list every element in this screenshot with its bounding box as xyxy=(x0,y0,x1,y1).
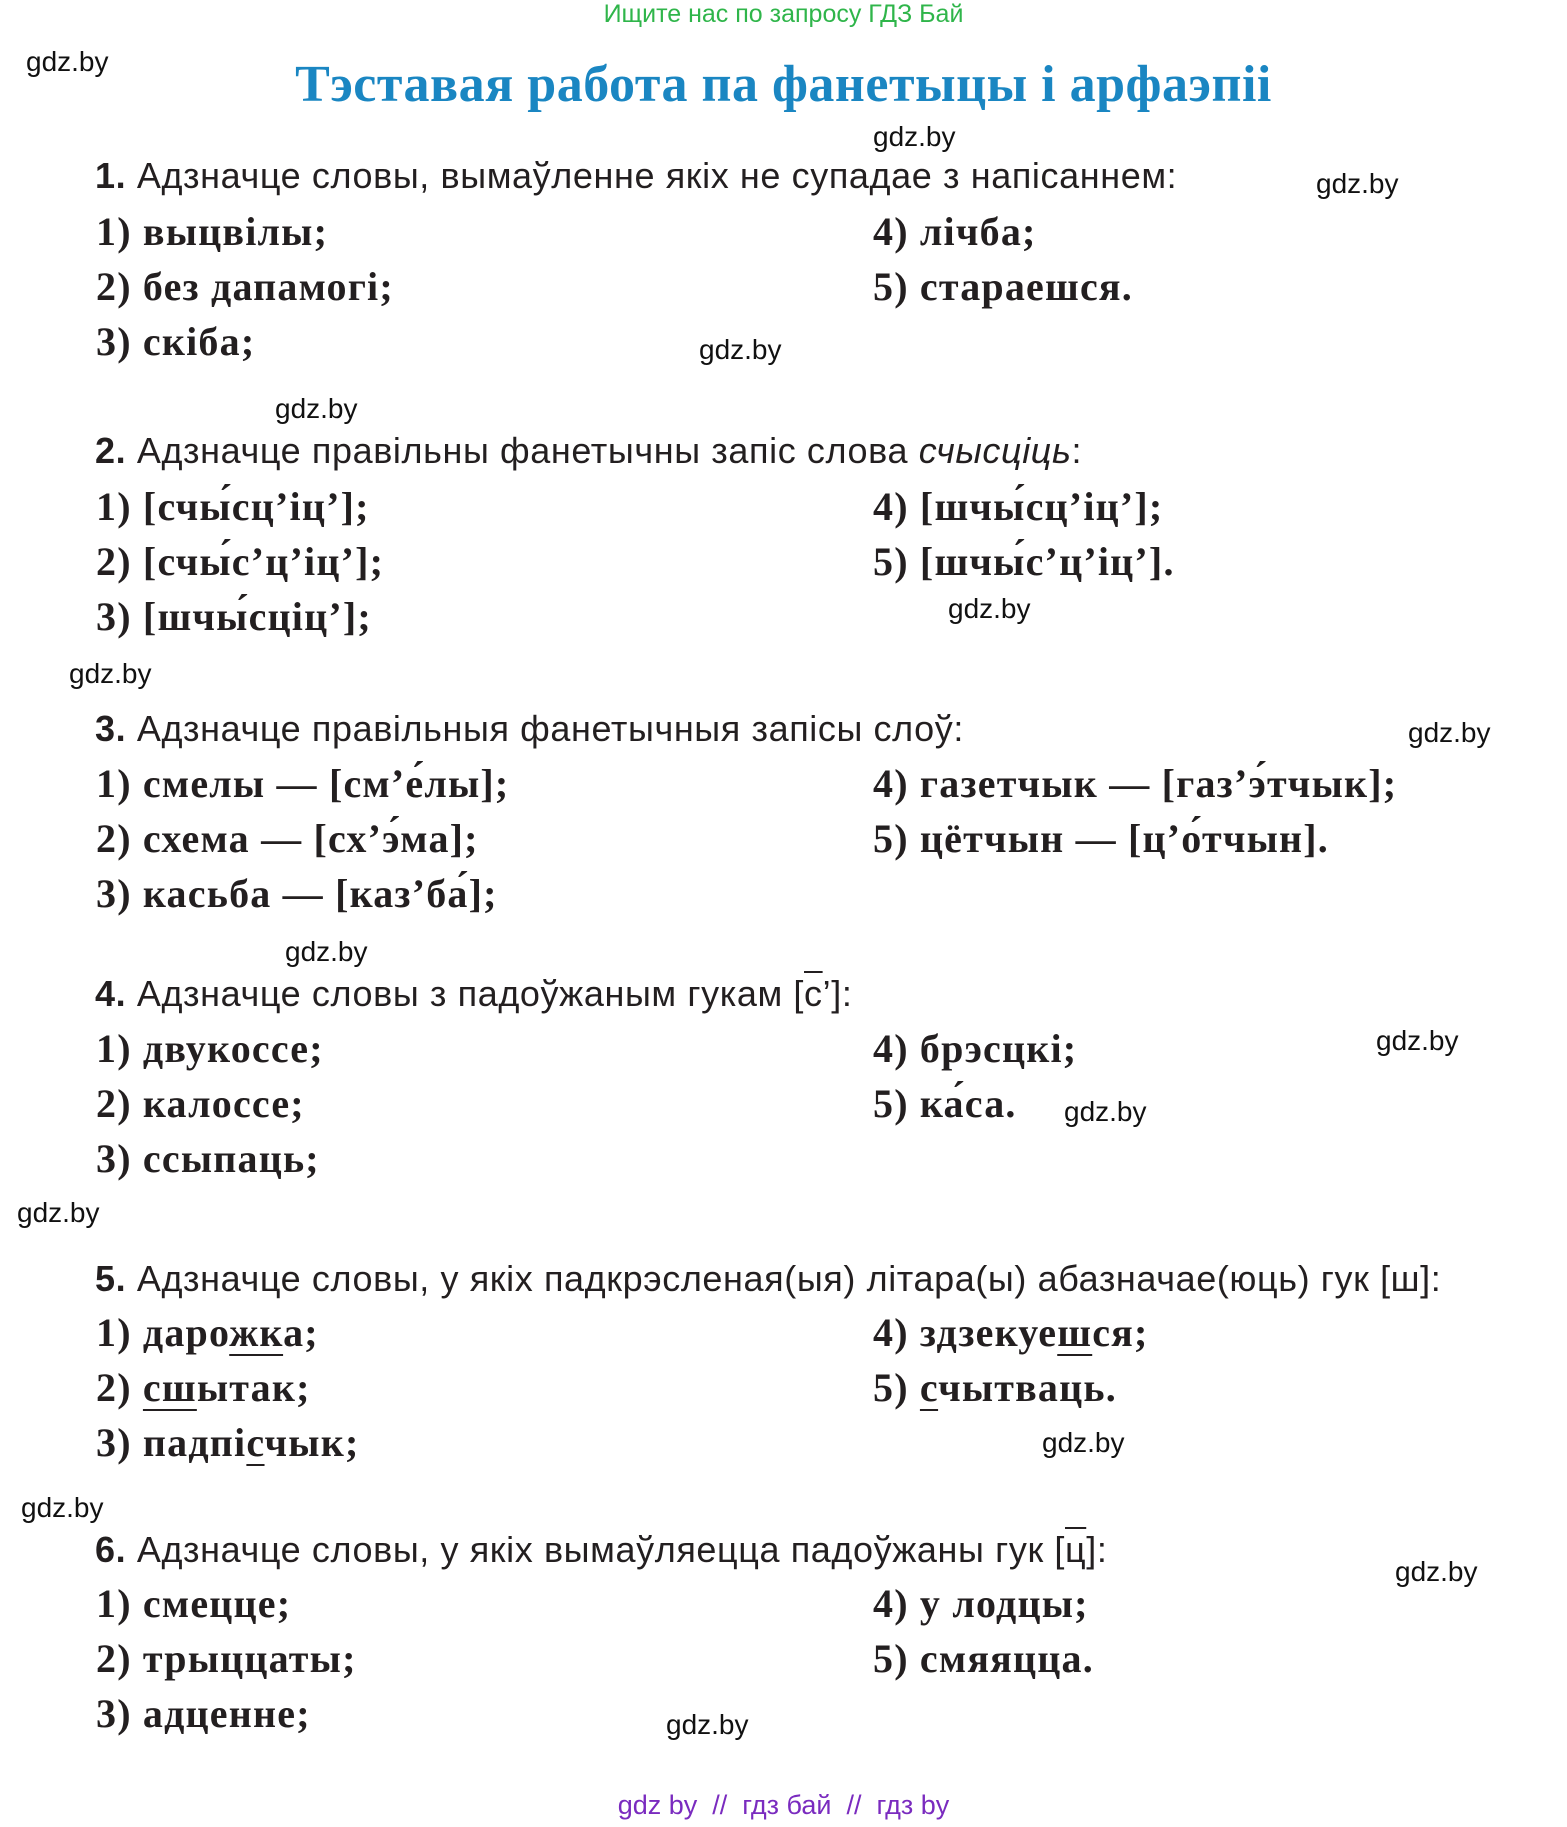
underlined-letters: ш xyxy=(1057,1310,1093,1355)
q6-option-4[interactable]: 4) у лодцы; xyxy=(873,1581,1089,1626)
question-4 xyxy=(95,973,852,1015)
q3-option-4[interactable]: 4) газетчык — [газ’э́тчык]; xyxy=(873,761,1398,806)
watermark: gdz.by xyxy=(285,936,368,967)
question-5 xyxy=(95,1258,1441,1300)
option-text: ся; xyxy=(1092,1310,1149,1355)
option-text: 3) падпі xyxy=(96,1420,247,1465)
question-number: 4. xyxy=(95,973,127,1014)
watermark: gdz.by xyxy=(1042,1427,1125,1458)
watermark: gdz.by xyxy=(948,593,1031,624)
watermark: gdz.by xyxy=(69,658,152,689)
question-text: Адзначце словы, у якіх вымаўляецца падоўжаны гук [ xyxy=(136,1529,1065,1570)
watermark: gdz.by xyxy=(1408,717,1491,748)
q1-option-4[interactable]: 4) лічба; xyxy=(873,209,1037,254)
question-number: 1. xyxy=(95,155,127,196)
watermark: gdz.by xyxy=(275,393,358,424)
footer-links[interactable]: gdz by // гдз бай // гдз by xyxy=(617,1790,950,1820)
q6-option-5[interactable]: 5) смяяцца. xyxy=(873,1636,1094,1681)
question-number: 5. xyxy=(95,1258,127,1299)
option-text: ытак; xyxy=(196,1365,311,1410)
q6-option-2[interactable]: 2) трыццаты; xyxy=(96,1636,357,1681)
watermark: gdz.by xyxy=(873,121,956,152)
q2-option-4[interactable]: 4) [шчы́сц’іц’]; xyxy=(873,484,1164,529)
question-6 xyxy=(95,1529,1107,1571)
q1-option-1[interactable]: 1) выцвілы; xyxy=(96,209,329,254)
q5-option-2[interactable] xyxy=(96,1364,311,1411)
question-text: Адзначце словы, вымаўленне якіх не супадае з напісаннем: xyxy=(136,155,1178,196)
option-text: 1) даро xyxy=(96,1310,230,1355)
option-text: а; xyxy=(283,1310,319,1355)
question-text-end: ’]: xyxy=(822,973,853,1014)
q1-option-5[interactable]: 5) стараешся. xyxy=(873,264,1133,309)
watermark: gdz.by xyxy=(1064,1096,1147,1127)
question-word: счысціць xyxy=(918,430,1072,471)
search-banner[interactable]: Ищите нас по запросу ГДЗ Бай xyxy=(603,0,964,28)
q3-option-3[interactable]: 3) касьба — [каз’ба́]; xyxy=(96,871,498,916)
question-1 xyxy=(95,155,1177,197)
question-number: 6. xyxy=(95,1529,127,1570)
q4-option-5[interactable]: 5) ка́са. xyxy=(873,1081,1017,1126)
q4-option-1[interactable]: 1) двукоссе; xyxy=(96,1026,324,1071)
watermark: gdz.by xyxy=(666,1709,749,1740)
q5-option-1[interactable] xyxy=(96,1309,319,1356)
question-2 xyxy=(95,430,1082,472)
watermark: gdz.by xyxy=(1316,168,1399,199)
q4-option-4[interactable]: 4) брэсцкі; xyxy=(873,1026,1078,1071)
long-sound-mark: ц xyxy=(1065,1529,1087,1570)
option-text: чытваць. xyxy=(938,1365,1117,1410)
q2-option-2[interactable]: 2) [счы́с’ц’іц’]; xyxy=(96,539,385,584)
question-text-end: ]: xyxy=(1086,1529,1108,1570)
q1-option-3[interactable]: 3) скіба; xyxy=(96,319,256,364)
question-text-end: : xyxy=(1071,430,1083,471)
watermark: gdz.by xyxy=(17,1197,100,1228)
underlined-letters: с xyxy=(919,1365,939,1410)
question-text: Адзначце правільныя фанетычныя запісы слоў: xyxy=(136,708,964,749)
q2-option-1[interactable]: 1) [счы́сц’іц’]; xyxy=(96,484,370,529)
q6-option-3[interactable]: 3) адценне; xyxy=(96,1691,311,1736)
watermark: gdz.by xyxy=(26,46,109,77)
question-text: Адзначце словы з падоўжаным гукам [ xyxy=(136,973,805,1014)
q5-option-3[interactable] xyxy=(96,1419,360,1466)
q3-option-2[interactable]: 2) схема — [сх’э́ма]; xyxy=(96,816,479,861)
option-text: 5) xyxy=(873,1365,920,1410)
q4-option-3[interactable]: 3) ссыпаць; xyxy=(96,1136,320,1181)
q5-option-5[interactable] xyxy=(873,1364,1117,1411)
page-title: Тэставая работа па фанетыцы і арфаэпіі xyxy=(295,56,1272,113)
question-number: 2. xyxy=(95,430,127,471)
q3-option-5[interactable]: 5) цётчын — [ц’о́тчын]. xyxy=(873,816,1329,861)
question-number: 3. xyxy=(95,708,127,749)
q2-option-5[interactable]: 5) [шчы́с’ц’іц’]. xyxy=(873,539,1175,584)
question-3 xyxy=(95,708,964,750)
question-text: Адзначце словы, у якіх падкрэсленая(ыя) літара(ы) абазначае(юць) гук [ш]: xyxy=(136,1258,1442,1299)
underlined-letters: жк xyxy=(229,1310,284,1355)
option-text: 2) xyxy=(96,1365,143,1410)
q2-option-3[interactable]: 3) [шчы́сціц’]; xyxy=(96,594,372,639)
q5-option-4[interactable] xyxy=(873,1309,1149,1356)
question-text: Адзначце правільны фанетычны запіс слова xyxy=(136,430,919,471)
long-sound-mark: с xyxy=(804,973,823,1014)
watermark: gdz.by xyxy=(1395,1556,1478,1587)
q1-option-2[interactable]: 2) без дапамогі; xyxy=(96,264,394,309)
watermark: gdz.by xyxy=(21,1492,104,1523)
watermark: gdz.by xyxy=(699,334,782,365)
q3-option-1[interactable]: 1) смелы — [см’е́лы]; xyxy=(96,761,510,806)
option-text: 4) здзекуе xyxy=(873,1310,1058,1355)
q6-option-1[interactable]: 1) смецце; xyxy=(96,1581,292,1626)
underlined-letters: сш xyxy=(142,1365,197,1410)
option-text: чык; xyxy=(264,1420,360,1465)
watermark: gdz.by xyxy=(1376,1025,1459,1056)
q4-option-2[interactable]: 2) калоссе; xyxy=(96,1081,305,1126)
underlined-letters: с xyxy=(246,1420,265,1465)
